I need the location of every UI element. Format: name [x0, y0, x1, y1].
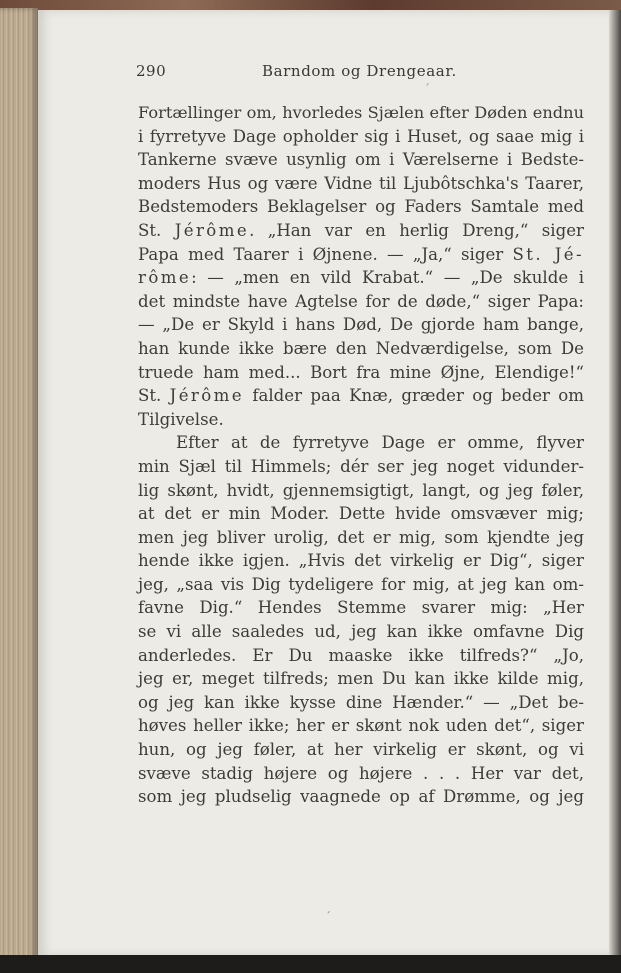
- text-line: min Sjæl til Himmels; dér ser jeg noget vidunder-: [138, 456, 584, 476]
- text-line: truede ham med... Bort fra mine Øjne, Elendige!“: [138, 362, 584, 382]
- text-line: det mindste have Agtelse for de døde,“ siger Papa:: [138, 291, 584, 311]
- text-line: moders Hus og være Vidne til Ljubôtschka's Taarer,: [138, 173, 584, 193]
- text-line: jeg er, meget tilfreds; men Du kan ikke kilde mig,: [138, 669, 584, 689]
- text-line: men jeg bliver urolig, det er mig, som kjendte jeg: [138, 527, 584, 547]
- ink-speck: ´: [424, 82, 430, 96]
- text-line: i fyrretyve Dage opholder sig i Huset, og saae mig i: [138, 126, 584, 146]
- text-line: Fortællinger om, hvorledes Sjælen efter Døden endnu: [138, 103, 584, 122]
- text-line: St. Jérôme falder paa Knæ, græder og beder om: [138, 386, 584, 406]
- body-text: [138, 101, 584, 809]
- text-line: — „De er Skyld i hans Død, De gjorde ham bange,: [138, 315, 584, 335]
- spaced-name: St. Jé-: [512, 244, 584, 264]
- text-line: St. Jérôme. „Han var en herlig Dreng,“ siger: [138, 220, 584, 240]
- text-line: anderledes. Er Du maaske ikke tilfreds?“ „Jo,: [138, 645, 584, 665]
- paragraph-end-line: Tilgivelse.: [138, 409, 224, 429]
- text-line: hun, og jeg føler, at her virkelig er skønt, og vi: [138, 740, 584, 760]
- text-line: som jeg pludselig vaagnede op af Drømme, og jeg: [138, 787, 584, 807]
- ink-speck: ´: [325, 910, 331, 924]
- text-line: og jeg kan ikke kysse dine Hænder.“ — „Det be-: [138, 692, 584, 712]
- page-header: [136, 62, 556, 86]
- text-line: han kunde ikke bære den Nedværdigelse, som De: [138, 338, 584, 358]
- text-line: Bedstemoders Beklagelser og Faders Samtale med: [138, 197, 584, 217]
- text-line: Papa med Taarer i Øjnene. — „Ja,“ siger St. Jé-: [138, 244, 584, 264]
- book-page-edges: [0, 8, 38, 963]
- text-line: at det er min Moder. Dette hvide omsvæver mig;: [138, 504, 584, 524]
- spaced-name: Jérôme: [169, 386, 244, 406]
- text-line: favne Dig.“ Hendes Stemme svarer mig: „Her: [138, 598, 584, 618]
- text-line: rôme: — „men en vild Krabat.“ — „De skulde i: [138, 268, 584, 288]
- page-number: 290: [136, 62, 167, 80]
- book-gutter-shadow: [609, 10, 621, 956]
- spaced-name: Jérôme: [174, 220, 250, 240]
- text-line: Tankerne svæve usynlig om i Værelserne i Bedste-: [138, 150, 584, 170]
- text-line: jeg, „saa vis Dig tydeligere for mig, at jeg kan om-: [138, 574, 584, 594]
- text-line: svæve stadig højere og højere . . . Her var det,: [138, 763, 584, 783]
- text-line: se vi alle saaledes ud, jeg kan ikke omfavne Dig: [138, 622, 584, 642]
- running-head: Barndom og Drengeaar.: [262, 62, 457, 80]
- text-line: høves heller ikke; her er skønt nok uden det“, siger: [138, 716, 584, 736]
- text-line: lig skønt, hvidt, gjennemsigtigt, langt, og jeg føler,: [138, 480, 584, 500]
- spaced-name: rôme: [138, 268, 192, 288]
- text-line: hende ikke igjen. „Hvis det virkelig er Dig“, siger: [138, 551, 584, 571]
- scan-bottom-border: [0, 955, 621, 973]
- paragraph-start-line: Efter at de fyrretyve Dage er omme, flyver: [176, 433, 584, 453]
